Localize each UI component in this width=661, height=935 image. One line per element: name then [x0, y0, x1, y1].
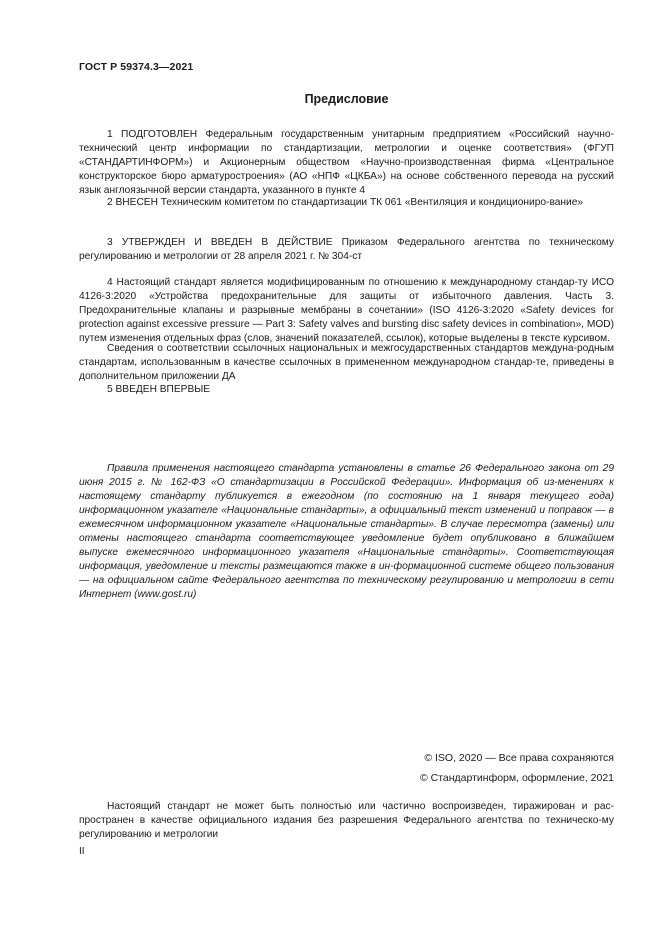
paragraph-4-note: Сведения о соответствии ссылочных национальных и межгосударственных стандартов междуна-родным стандартам, использованным в качестве ссылочных в примененном международном стандар-те, приведены в дополнительном приложении ДА — [79, 343, 614, 382]
paragraph-4: 4 Настоящий стандарт является модифицированным по отношению к международному стандар-ту ИСО 4126-3:2020 «Устройства предохранительные для защиты от избыточного давления. Часть 3. Предохранительные клапаны и разрывные мембраны в сочетании» (ISO 4126-3:2020 «Safety devices for protection against excessive pressure — Part 3: Safety valves and bursting disc safety devices in combination», MOD) путем изменения отдельных фраз (слов, значений показателей, ссылок), которые выделены в тексте курсивом. — [79, 277, 614, 344]
page-number: II — [79, 846, 85, 857]
paragraph-5: 5 ВВЕДЕН ВПЕРВЫЕ — [107, 384, 211, 395]
document-id: ГОСТ Р 59374.3—2021 — [79, 61, 194, 73]
copyright-standartinform: © Стандартинформ, оформление, 2021 — [419, 772, 614, 784]
reproduction-notice: Настоящий стандарт не может быть полностью или частично воспроизведен, тиражирован и рас-пространен в качестве официального издания без разрешения Федерального агентства по техническо-му регулированию и метрологии — [79, 801, 614, 840]
copyright-iso: © ISO, 2020 — Все права сохраняются — [424, 752, 614, 764]
paragraph-1: 1 ПОДГОТОВЛЕН Федеральным государственным унитарным предприятием «Российский научно-технический центр информации по стандартизации, метрологии и оценке соответствия» (ФГУП «СТАНДАРТИНФОРМ») и Акционерным обществом «Научно-производственная фирма «Центральное конструкторское бюро арматуростроения» (АО «НПФ «ЦКБА») на основе собственного перевода на русский язык англоязычной версии стандарта, указанного в пункте 4 — [79, 129, 614, 196]
paragraph-3: 3 УТВЕРЖДЕН И ВВЕДЕН В ДЕЙСТВИЕ Приказом Федерального агентства по техническому регулированию и метрологии от 28 апреля 2021 г. № 304-ст — [79, 237, 614, 262]
paragraph-2: 2 ВНЕСЕН Техническим комитетом по стандартизации ТК 061 «Вентиляция и кондициониро-вание» — [107, 197, 584, 208]
official-notice: Правила применения настоящего стандарта установлены в статье 26 Федерального закона от 29 июня 2015 г. № 162-ФЗ «О стандартизации в Российской Федерации». Информация об из-менениях к настоящему стандарту публикуется в ежегодном (по состоянию на 1 января текущего года) информационном указателе «Национальные стандарты», а официальный текст изменений и поправок — в ежемесячном информационном указателе «Национальные стандарты». В случае пересмотра (замены) или отмены настоящего стандарта соответствующее уведомление будет опубликовано в ближайшем выпуске ежемесячного информационного указателя «Национальные стандарты». Соответствующая информация, уведомление и тексты размещаются также в ин-формационной системе общего пользования — на официальном сайте Федерального агентства по техническому регулированию и метрологии в сети Интернет (www.gost.ru) — [79, 463, 614, 600]
page-title: Предисловие — [304, 92, 389, 106]
